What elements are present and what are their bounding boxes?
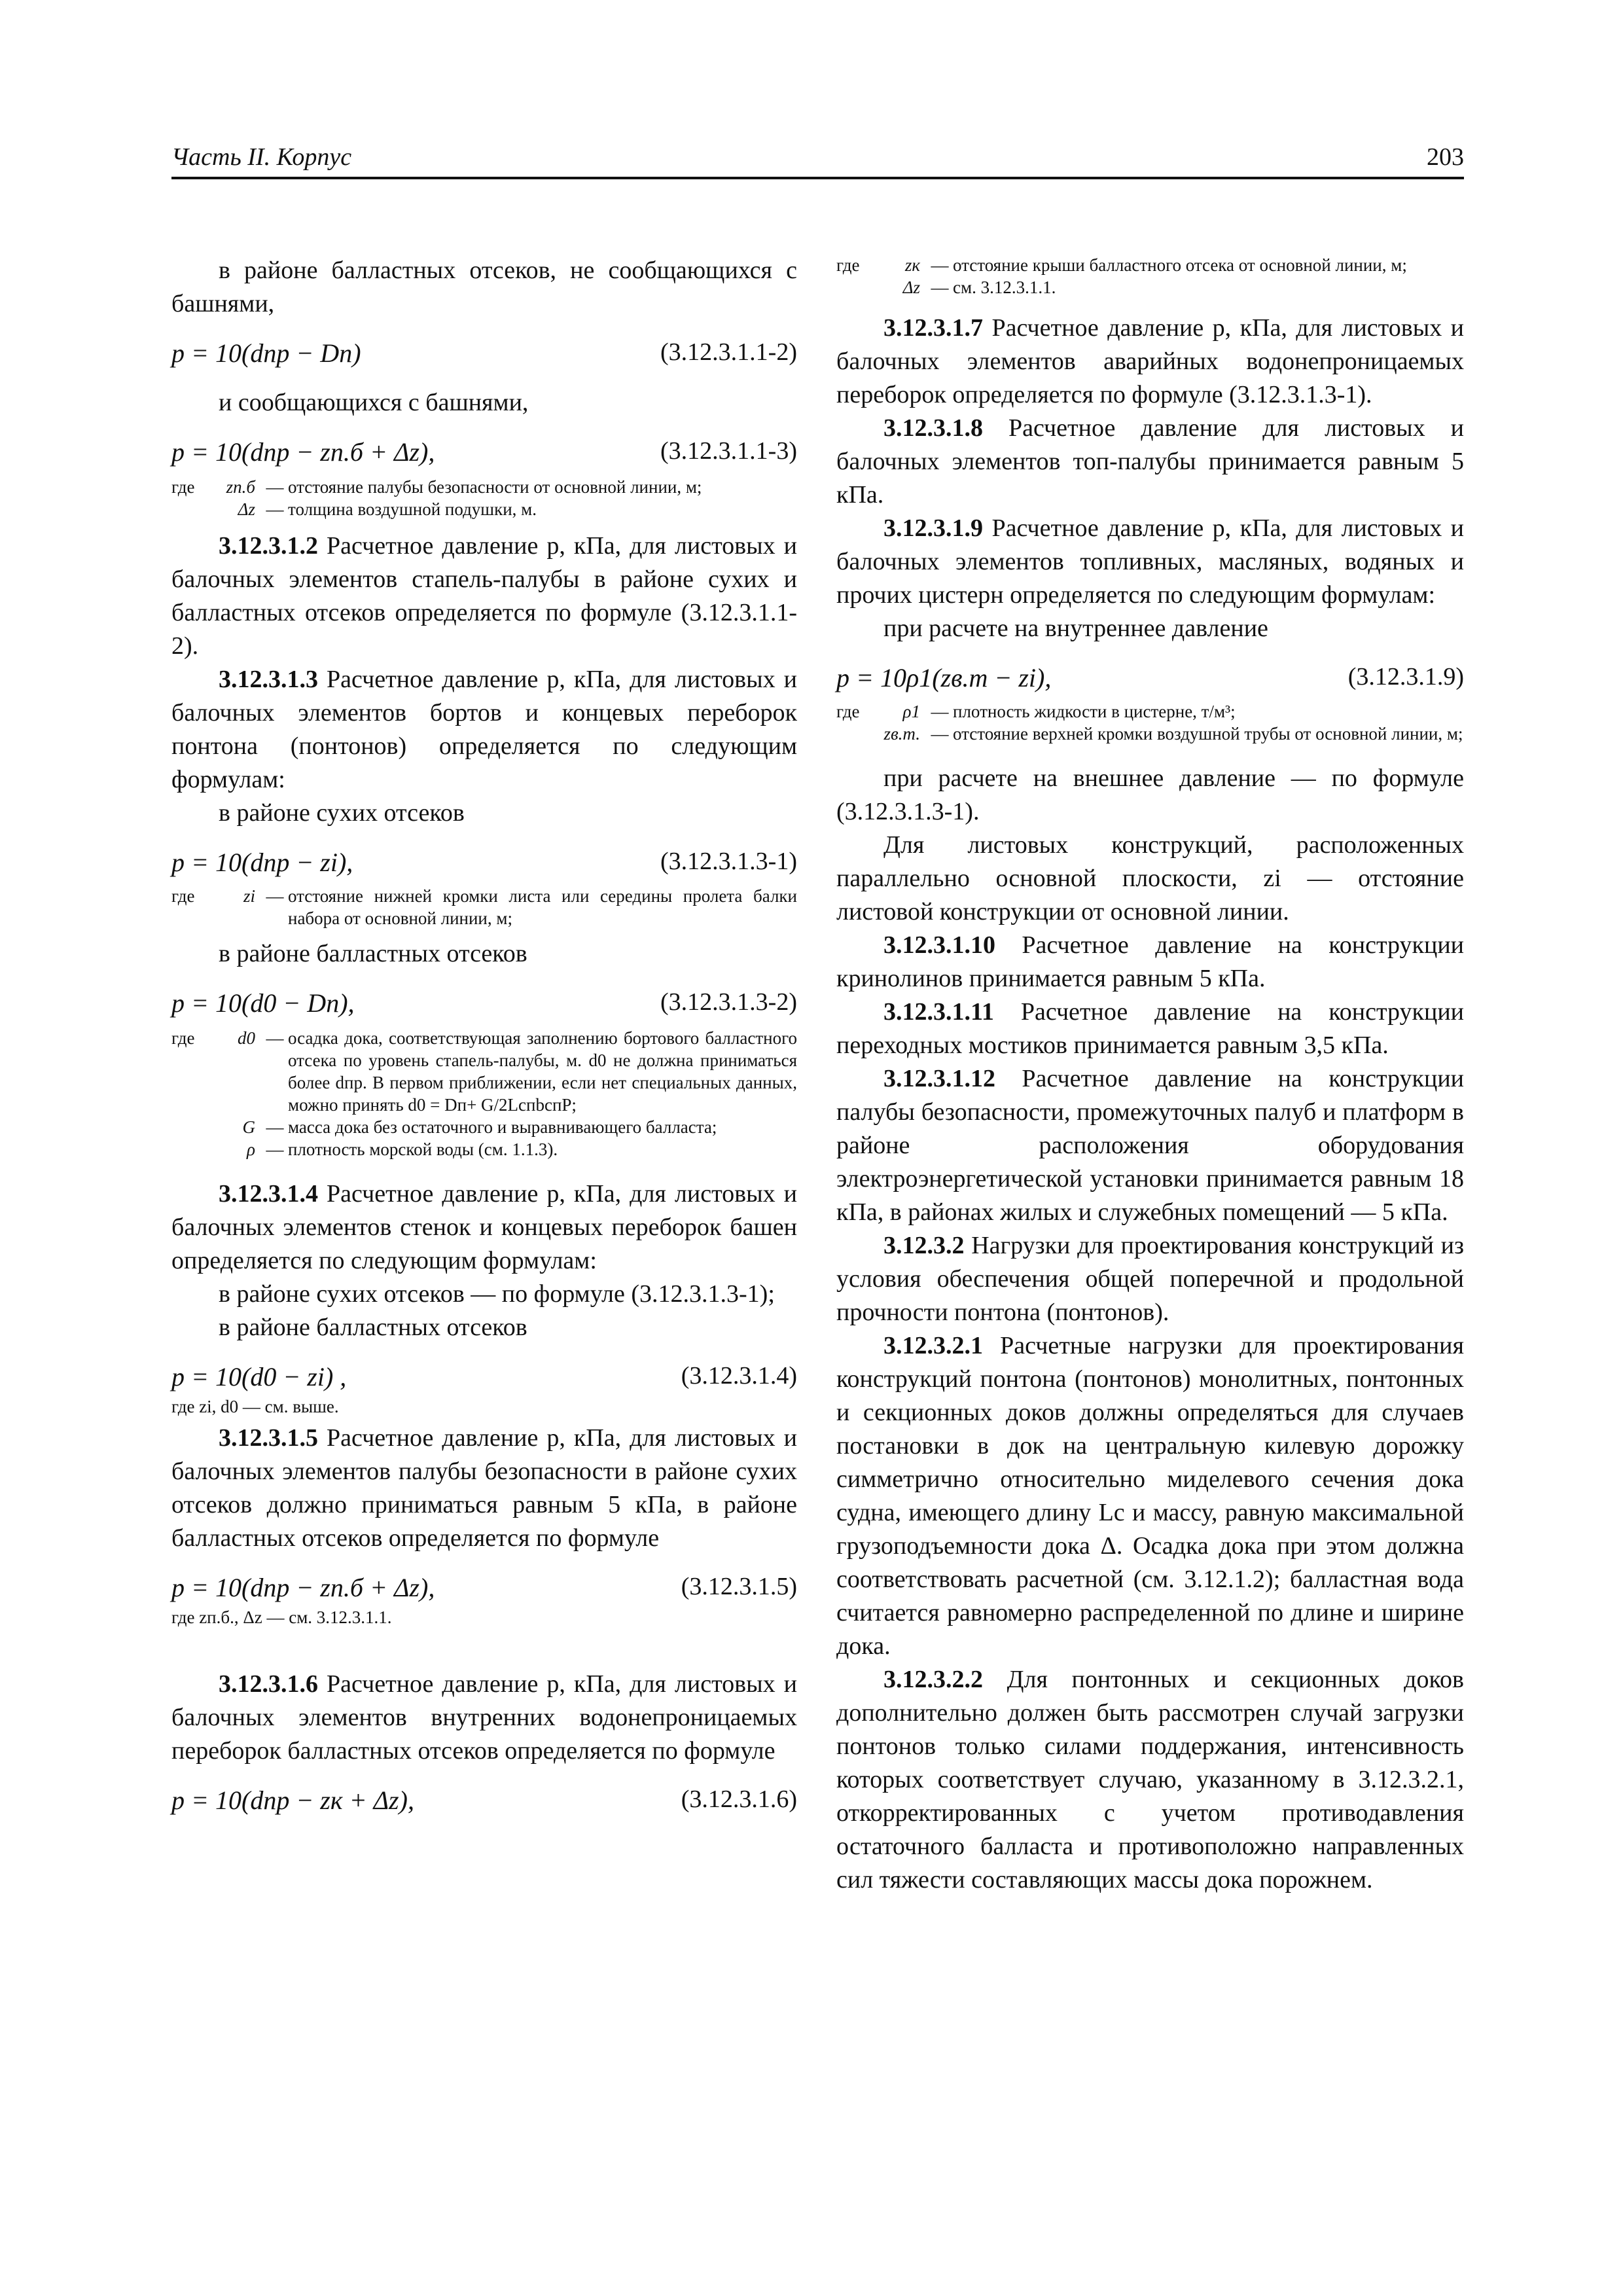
legend-text: отстояние палубы безопасности от основной линии, м; xyxy=(288,477,702,497)
legend-symbol: G xyxy=(242,1117,255,1137)
section-text: Для понтонных и секционных доков дополнительно должен быть рассмотрен случай загрузки понтонов только силами поддержания, интенсивность которых соответствует случаю, указанному в 3.12.3.2.1, откорректированных с учетом противодавления остаточного балласта и противоположно направленных сил тяжести составляющих массы дока порожнем. xyxy=(836,1666,1464,1893)
section-number: 3.12.3.1.10 xyxy=(883,931,995,959)
legend-row xyxy=(171,476,702,498)
equation-number: (3.12.3.1.1-2) xyxy=(660,338,797,366)
legend-symbol: zi xyxy=(243,886,255,906)
section-text: Расчетные нагрузки для проектирования конструкций понтона (понтонов) монолитных, понтонных и секционных доков должны определяться для случаев постановки в док на центральную килевую дорожку симметрично относительно миделевого сечения дока судна, имеющего длину Lс и массу, равную максимальной грузоподъемности дока Δ. Осадка дока при этом должна соответствовать расчетной (см. 3.12.1.2); балластная вода считается равномерно распределенной по длине и ширине дока. xyxy=(836,1332,1464,1660)
equation-number: (3.12.3.1.9) xyxy=(1347,663,1464,691)
symbol-legend xyxy=(836,254,1407,298)
section-text: Расчетное давление для листовых и балочных элементов топ-палубы принимается равным 5 кПа. xyxy=(836,414,1464,509)
section-number: 3.12.3.2.1 xyxy=(883,1332,983,1359)
section-text: Нагрузки для проектирования конструкций из условия обеспечения общей поперечной и продольной прочности понтона (понтонов). xyxy=(836,1232,1465,1326)
paragraph: в районе балластных отсеков xyxy=(219,940,527,967)
legend-row xyxy=(836,276,1407,298)
symbol-legend xyxy=(171,1027,797,1160)
section-paragraph xyxy=(836,1663,1464,1897)
legend-dash: — xyxy=(266,1139,284,1159)
legend-text: отстояние верхней кромки воздушной трубы от основной линии, м; xyxy=(953,724,1463,744)
legend-dash: — xyxy=(931,724,949,744)
section-number: 3.12.3.1.5 xyxy=(219,1424,318,1452)
symbol-note: где zi, d0 — см. выше. xyxy=(171,1397,339,1416)
legend-text: плотность морской воды (см. 1.1.3). xyxy=(288,1139,558,1159)
equation-number: (3.12.3.1.1-3) xyxy=(660,437,797,465)
legend-lead: где xyxy=(836,702,860,721)
equation xyxy=(171,1361,797,1395)
section-text: Расчетное давление p, кПа, для листовых и балочных элементов бортов и концевых переборок понтона (понтонов) определяется по следующим формулам: xyxy=(171,666,797,793)
legend-row xyxy=(171,498,702,520)
equation xyxy=(171,1785,797,1819)
page-number: 203 xyxy=(1427,143,1464,171)
legend-dash: — xyxy=(266,1117,284,1137)
legend-symbol: zк xyxy=(904,255,920,275)
equation xyxy=(836,662,1464,696)
legend-lead xyxy=(171,498,203,520)
equation-expression: p = 10(dпр − zi), xyxy=(171,848,353,877)
legend-lead: где xyxy=(836,255,860,275)
symbol-legend xyxy=(836,700,1463,745)
legend-text: отстояние крыши балластного отсека от основной линии, м; xyxy=(953,255,1407,275)
section-paragraph xyxy=(171,663,797,797)
legend-lead: где xyxy=(171,477,195,497)
symbol-note: где zп.б., Δz — см. 3.12.3.1.1. xyxy=(171,1607,392,1627)
paragraph: Для листовых конструкций, расположенных параллельно основной плоскости, zi — отстояние листовой конструкции от основной линии. xyxy=(836,831,1464,925)
legend-dash: — xyxy=(266,886,284,906)
equation-expression: p = 10(dпр − zк + Δz), xyxy=(171,1785,414,1815)
legend-lead xyxy=(836,276,868,298)
page-header xyxy=(171,143,1464,179)
legend-row xyxy=(836,723,1463,745)
section-number: 3.12.3.1.9 xyxy=(883,514,983,542)
legend-symbol: zв.т. xyxy=(883,724,920,744)
section-number: 3.12.3.1.2 xyxy=(219,532,318,560)
section-paragraph xyxy=(171,1422,797,1555)
paragraph: при расчете на внутреннее давление xyxy=(883,615,1268,642)
equation xyxy=(171,338,797,372)
legend-dash: — xyxy=(266,499,284,519)
equation-number: (3.12.3.1.3-1) xyxy=(660,848,797,875)
section-paragraph xyxy=(836,512,1464,612)
legend-dash: — xyxy=(931,278,949,297)
section-number: 3.12.3.2 xyxy=(883,1232,965,1259)
equation xyxy=(171,847,797,881)
paragraph: в районе сухих отсеков — по формуле (3.12.3.1.3-1); xyxy=(219,1280,775,1308)
legend-symbol: zп.б xyxy=(226,477,255,497)
section-text: Расчетное давление p, кПа, для листовых и балочных элементов топливных, масляных, водяных и прочих цистерн определяется по следующим формулам: xyxy=(836,514,1464,609)
section-text: Расчетное давление p, кПа, для листовых и балочных элементов палубы безопасности в районе сухих отсеков должно приниматься равным 5 кПа, в районе балластных отсеков определяется по формуле xyxy=(171,1424,797,1552)
legend-row xyxy=(836,700,1463,723)
legend-text: см. 3.12.3.1.1. xyxy=(953,278,1056,297)
legend-lead: где xyxy=(171,1028,195,1048)
section-paragraph xyxy=(836,412,1464,512)
legend-row xyxy=(171,1116,797,1138)
paragraph: при расчете на внешнее давление — по формуле (3.12.3.1.3-1). xyxy=(836,764,1464,825)
section-text: Расчетное давление на конструкции переходных мостиков принимается равным 3,5 кПа. xyxy=(836,998,1464,1059)
section-paragraph xyxy=(836,996,1464,1062)
legend-text: осадка дока, соответствующая заполнению бортового балластного отсека по уровень стапель-палубы, м. d0 не должна приниматься более dпр. В первом приближении, если нет специальных данных, можно принять d0 = Dп+ G/2LспbспΡ; xyxy=(288,1028,797,1115)
section-text: Расчетное давление p, кПа, для листовых и балочных элементов стапель-палубы в районе сухих и балластных отсеков определяется по формуле (3.12.3.1.1-2). xyxy=(171,532,797,660)
section-number: 3.12.3.1.6 xyxy=(219,1670,318,1698)
section-text: Расчетное давление p, кПа, для листовых и балочных элементов внутренних водонепроницаемых переборок балластных отсеков определяется по формуле xyxy=(171,1670,797,1765)
legend-dash: — xyxy=(266,1028,284,1048)
section-text: Расчетное давление на конструкции кринолинов принимается равным 5 кПа. xyxy=(836,931,1465,992)
legend-symbol: ρ xyxy=(247,1139,255,1159)
legend-text: плотность жидкости в цистерне, т/м³; xyxy=(953,702,1236,721)
section-number: 3.12.3.1.8 xyxy=(883,414,983,442)
legend-row xyxy=(171,1027,797,1116)
section-number: 3.12.3.1.4 xyxy=(219,1180,318,1208)
section-paragraph xyxy=(836,929,1464,996)
section-paragraph xyxy=(836,1062,1464,1229)
paragraph: в районе балластных отсеков xyxy=(219,1314,527,1341)
equation-expression: p = 10(d0 − Dп), xyxy=(171,988,355,1018)
legend-lead xyxy=(171,1116,203,1138)
equation-number: (3.12.3.1.6) xyxy=(681,1785,797,1813)
equation-expression: p = 10(d0 − zi) , xyxy=(171,1362,347,1391)
header-rule xyxy=(171,177,1464,179)
section-paragraph xyxy=(171,1177,797,1278)
equation-number: (3.12.3.1.4) xyxy=(681,1362,797,1390)
legend-lead xyxy=(171,1138,203,1160)
equation xyxy=(171,1572,797,1606)
symbol-legend xyxy=(171,885,797,929)
section-paragraph xyxy=(171,529,797,663)
legend-text: масса дока без остаточного и выравнивающего балласта; xyxy=(288,1117,717,1137)
paragraph: в районе балластных отсеков, не сообщающихся с башнями, xyxy=(171,257,797,317)
legend-dash: — xyxy=(266,477,284,497)
equation-expression: p = 10(dпр − Dп) xyxy=(171,338,361,368)
section-number: 3.12.3.1.3 xyxy=(219,666,318,693)
section-paragraph xyxy=(836,312,1464,412)
section-number: 3.12.3.1.7 xyxy=(883,314,983,342)
header-title: Часть II. Корпус xyxy=(171,143,352,171)
legend-symbol: Δz xyxy=(902,278,920,297)
legend-symbol: ρ1 xyxy=(902,702,920,721)
equation-expression: p = 10ρ1(zв.т − zi), xyxy=(836,663,1052,692)
legend-row xyxy=(836,254,1407,276)
section-text: Расчетное давление p, кПа, для листовых и балочных элементов аварийных водонепроницаемых переборок определяется по формуле (3.12.3.1.3-1). xyxy=(836,314,1464,408)
legend-dash: — xyxy=(931,702,949,721)
legend-symbol: Δz xyxy=(238,499,255,519)
legend-row xyxy=(171,885,797,929)
section-text: Расчетное давление на конструкции палубы безопасности, промежуточных палуб и платформ в районе расположения оборудования электроэнергетической установки принимается равным 18 кПа, в районах жилых и служебных помещений — 5 кПа. xyxy=(836,1065,1465,1226)
section-paragraph xyxy=(836,1229,1464,1329)
legend-dash: — xyxy=(931,255,949,275)
legend-text: толщина воздушной подушки, м. xyxy=(288,499,537,519)
paragraph: в районе сухих отсеков xyxy=(219,799,465,827)
right-column xyxy=(836,254,1464,1897)
symbol-legend xyxy=(171,476,702,520)
legend-symbol: d0 xyxy=(238,1028,255,1048)
section-number: 3.12.3.1.11 xyxy=(883,998,994,1026)
paragraph: и сообщающихся с башнями, xyxy=(219,389,529,416)
equation-expression: p = 10(dпр − zп.б + Δz), xyxy=(171,1573,435,1602)
legend-lead xyxy=(836,723,868,745)
legend-text: отстояние нижней кромки листа или середины пролета балки набора от основной линии, м; xyxy=(288,886,797,928)
equation xyxy=(171,437,797,471)
section-paragraph xyxy=(836,1329,1464,1663)
equation-number: (3.12.3.1.5) xyxy=(681,1573,797,1600)
section-paragraph xyxy=(171,1668,797,1768)
section-text: Расчетное давление p, кПа, для листовых и балочных элементов стенок и концевых переборок башен определяется по следующим формулам: xyxy=(171,1180,797,1274)
equation-expression: p = 10(dпр − zп.б + Δz), xyxy=(171,437,435,467)
legend-lead: где xyxy=(171,886,195,906)
equation-number: (3.12.3.1.3-2) xyxy=(660,988,797,1016)
left-column xyxy=(171,254,797,1819)
equation xyxy=(171,988,797,1022)
section-number: 3.12.3.2.2 xyxy=(883,1666,983,1693)
section-number: 3.12.3.1.12 xyxy=(883,1065,995,1092)
legend-row xyxy=(171,1138,797,1160)
